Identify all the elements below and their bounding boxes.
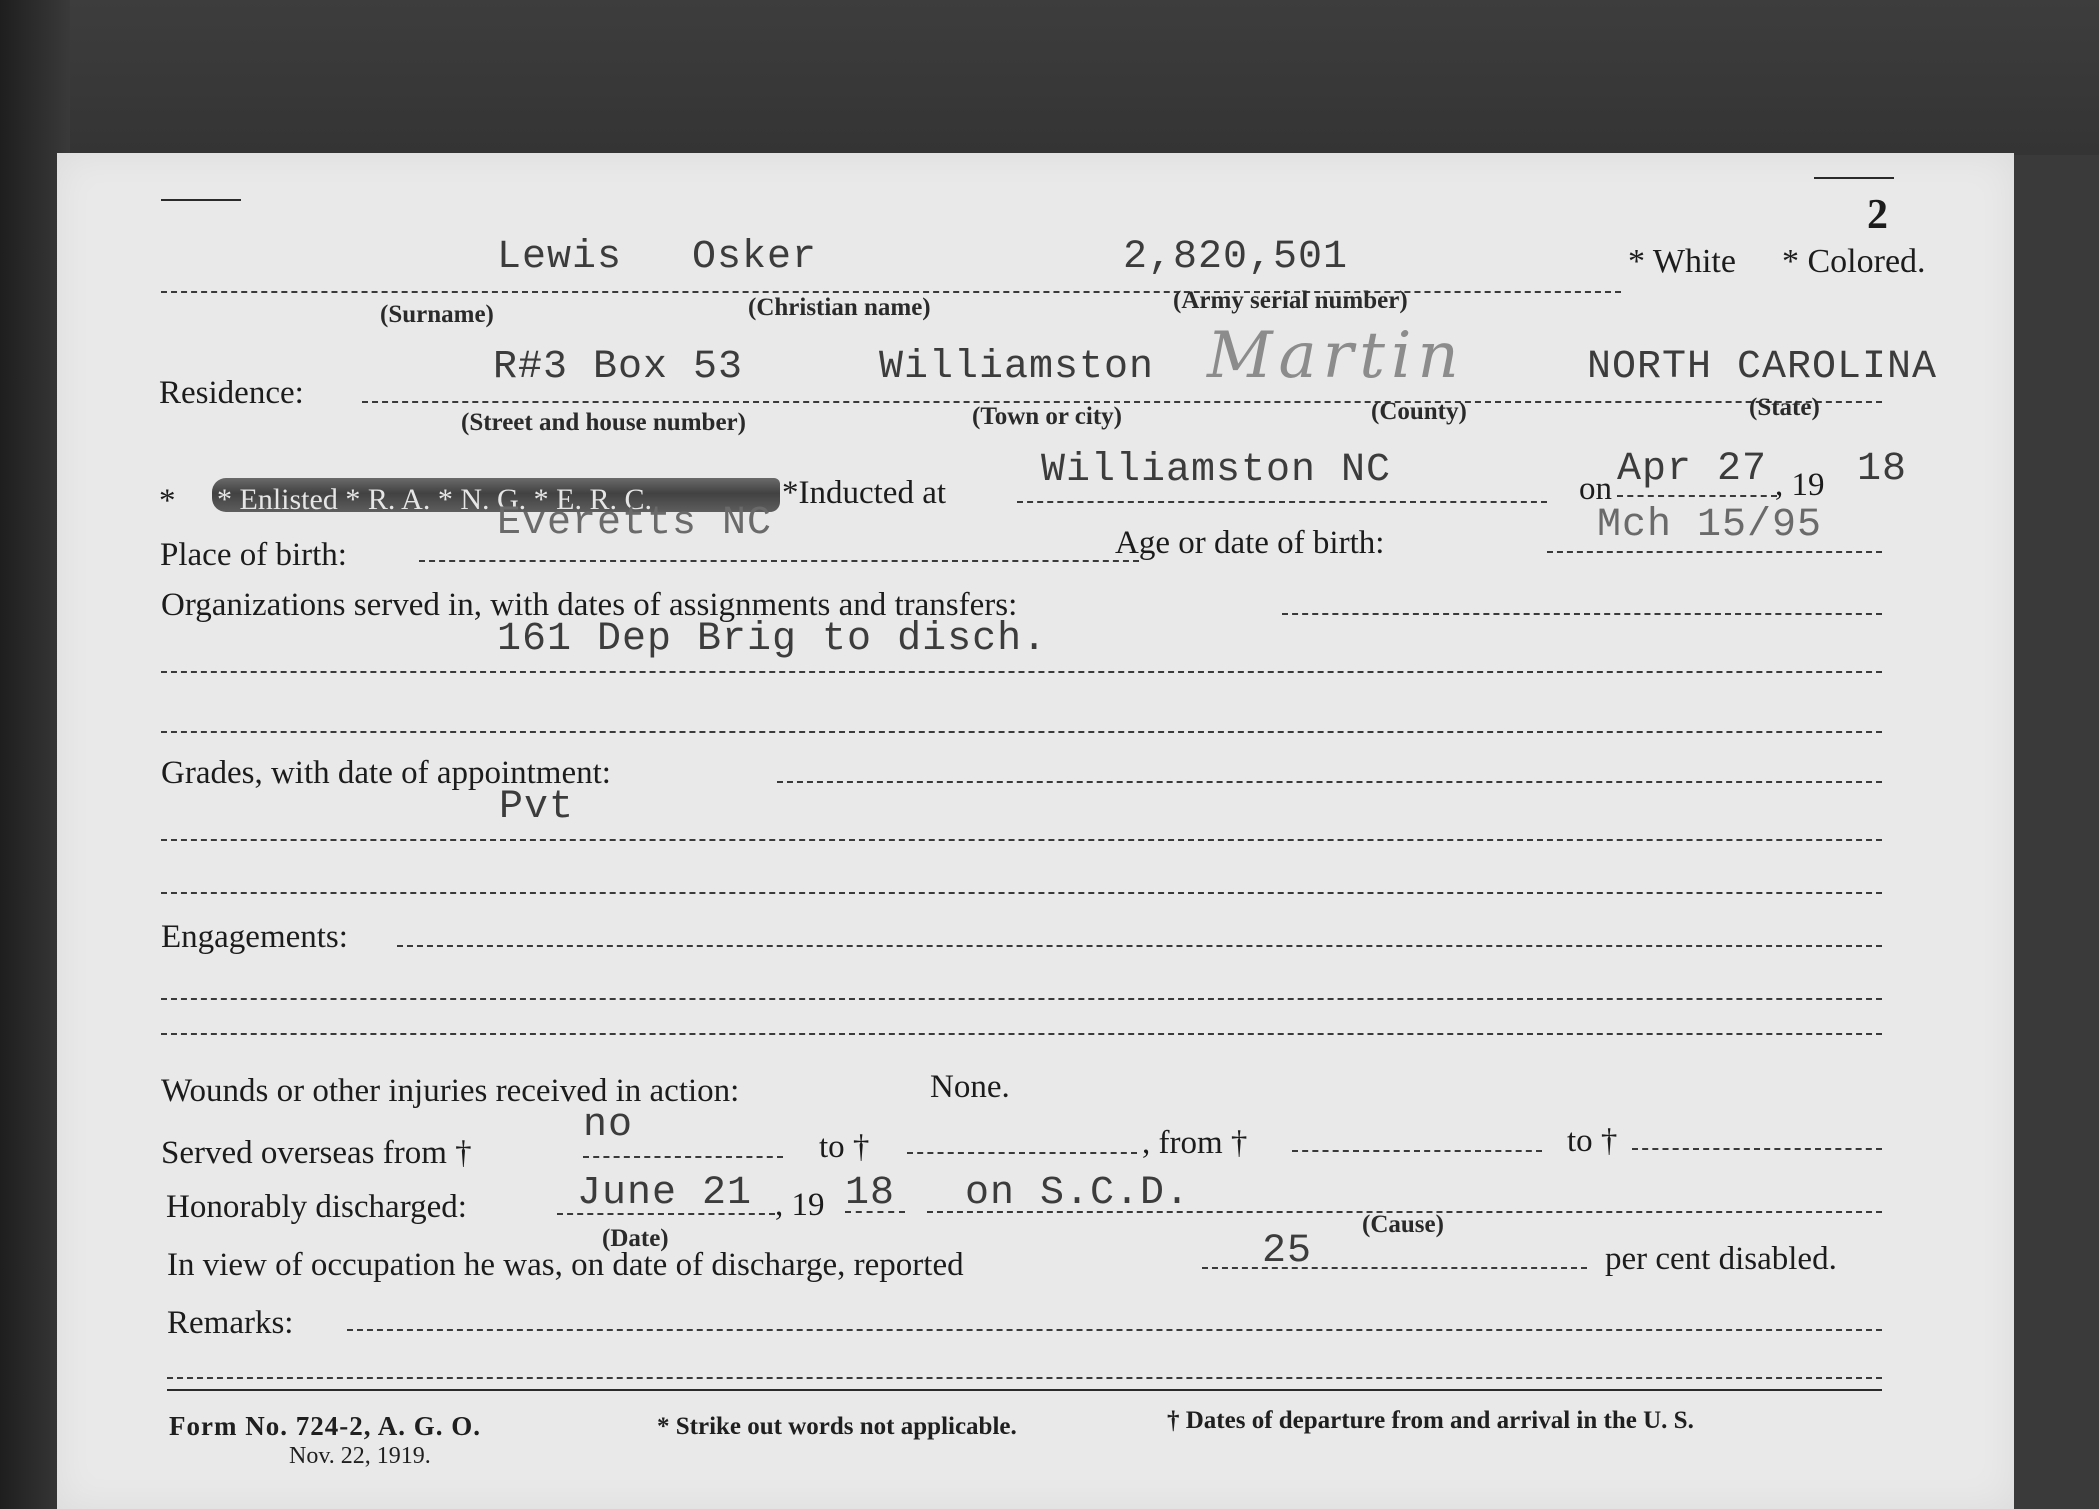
induction-year-prefix: , 19 — [1775, 467, 1825, 503]
town-caption: (Town or city) — [972, 403, 1122, 430]
card-number: 2 — [1867, 192, 1888, 238]
surname-value: Lewis — [497, 235, 623, 280]
grades-value: Pvt — [499, 785, 575, 830]
age-line — [1547, 551, 1882, 553]
residence-state-value: NORTH CAROLINA — [1587, 345, 1938, 390]
grades-label: Grades, with date of appointment: — [161, 755, 611, 791]
organizations-line-1 — [1282, 613, 1882, 615]
overseas-to-line-1 — [907, 1152, 1137, 1154]
organizations-line-2 — [161, 671, 1882, 673]
age-value: Mch 15/95 — [1597, 503, 1823, 548]
overseas-to-label-2: to † — [1567, 1123, 1618, 1159]
discharge-year-line — [845, 1211, 905, 1213]
discharge-year-prefix: , 19 — [775, 1187, 825, 1223]
residence-street-value: R#3 Box 53 — [493, 345, 744, 390]
engagements-line-3 — [161, 1033, 1882, 1035]
engagements-label: Engagements: — [161, 919, 348, 955]
residence-label: Residence: — [159, 375, 304, 411]
disability-label: In view of occupation he was, on date of discharge, reported — [167, 1247, 964, 1283]
strike-asterisk: * — [159, 483, 176, 519]
discharge-year-suffix: 18 — [845, 1171, 896, 1216]
state-caption: (State) — [1749, 394, 1820, 421]
remarks-label: Remarks: — [167, 1305, 294, 1341]
serial-number-value: 2,820,501 — [1123, 235, 1349, 280]
footer-rule — [167, 1389, 1882, 1391]
discharge-label: Honorably discharged: — [166, 1189, 467, 1225]
grades-line-1 — [777, 781, 1882, 783]
overseas-to-label-1: to † — [819, 1129, 870, 1165]
organizations-line-3 — [161, 731, 1882, 733]
discharge-cause-value: on S.C.D. — [965, 1171, 1191, 1216]
dates-note: † Dates of departure from and arrival in the U. S. — [1167, 1407, 1694, 1434]
service-record-card — [57, 153, 2014, 1509]
engagements-line-2 — [161, 998, 1882, 1000]
remarks-line-1 — [347, 1329, 1882, 1331]
place-of-birth-line — [419, 560, 1139, 562]
remarks-line-2 — [167, 1377, 1882, 1379]
disability-line — [1202, 1267, 1587, 1269]
wounds-value: None. — [930, 1069, 1010, 1105]
overseas-from-label-2: , from † — [1142, 1125, 1248, 1161]
discharge-date-line — [557, 1213, 775, 1215]
strike-out-note: * Strike out words not applicable. — [657, 1413, 1017, 1440]
residence-line — [362, 401, 1882, 403]
wounds-label: Wounds or other injuries received in action: — [161, 1073, 740, 1109]
top-right-rule — [1814, 177, 1894, 179]
discharge-cause-caption: (Cause) — [1362, 1211, 1444, 1238]
discharge-date-caption: (Date) — [602, 1225, 669, 1252]
surname-caption: (Surname) — [380, 301, 494, 328]
form-date: Nov. 22, 1919. — [289, 1443, 431, 1469]
place-of-birth-value: Everetts NC — [497, 501, 773, 546]
organizations-label: Organizations served in, with dates of assignments and transfers: — [161, 587, 1018, 623]
scan-background-top — [0, 0, 2099, 155]
colored-option: * Colored. — [1782, 243, 1926, 280]
induction-date-line — [1617, 495, 1777, 497]
christian-name-caption: (Christian name) — [748, 294, 931, 321]
grades-line-2 — [161, 839, 1882, 841]
induction-date-value: Apr 27 — [1617, 447, 1768, 492]
overseas-from-line-2 — [1292, 1150, 1542, 1152]
white-option: * White — [1628, 243, 1736, 280]
organizations-value: 161 Dep Brig to disch. — [497, 617, 1048, 662]
disability-value: 25 — [1262, 1229, 1313, 1274]
inducted-line — [1017, 501, 1547, 503]
engagements-line-1 — [397, 945, 1882, 947]
inducted-place-value: Williamston NC — [1041, 448, 1392, 493]
grades-line-3 — [161, 892, 1882, 894]
on-label: on — [1579, 471, 1612, 507]
street-caption: (Street and house number) — [461, 409, 746, 436]
age-label: Age or date of birth: — [1115, 525, 1385, 561]
inducted-label: *Inducted at — [782, 475, 947, 511]
discharge-date-value: June 21 — [577, 1171, 753, 1216]
residence-county-value: Martin — [1207, 319, 1465, 393]
serial-number-caption: (Army serial number) — [1173, 287, 1408, 314]
place-of-birth-label: Place of birth: — [160, 537, 347, 573]
overseas-from-line — [583, 1156, 783, 1158]
induction-year-suffix: 18 — [1857, 447, 1908, 492]
enlisted-options: * Enlisted * R. A. * N. G. * E. R. C. — [217, 483, 653, 516]
christian-name-value: Osker — [692, 235, 818, 280]
top-left-rule — [161, 199, 241, 201]
overseas-from-label: Served overseas from † — [161, 1135, 472, 1171]
disability-suffix: per cent disabled. — [1605, 1241, 1837, 1277]
county-caption: (County) — [1371, 398, 1467, 425]
overseas-to-line-2 — [1632, 1148, 1882, 1150]
overseas-from-value: no — [583, 1103, 634, 1148]
form-number: Form No. 724-2, A. G. O. — [169, 1411, 481, 1441]
residence-town-value: Williamston — [879, 345, 1155, 390]
